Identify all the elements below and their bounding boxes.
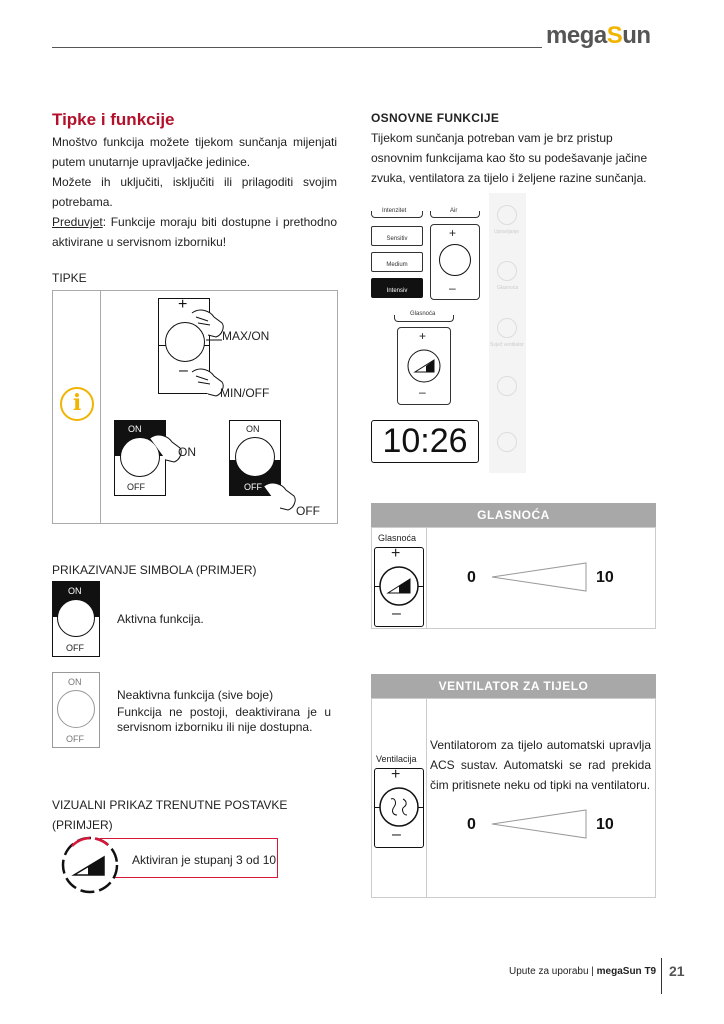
glasnoca-bar: GLASNOĆA: [371, 503, 656, 527]
glasnoca-control-plus: +: [391, 545, 401, 562]
on-label-off-button: ON: [246, 424, 260, 434]
info-icon: i: [60, 387, 94, 421]
sun-icon: [497, 205, 517, 225]
symbols-heading: PRIKAZIVANJE SIMBOLA (PRIMJER): [52, 563, 257, 577]
off-dial[interactable]: [235, 437, 275, 477]
sensitiv-button[interactable]: Sensitiv: [371, 226, 423, 246]
glasnoca-minus-icon: –: [419, 385, 426, 399]
prerequisite-label: Preduvjet: [52, 215, 103, 229]
visual-heading: VIZUALNI PRIKAZ TRENUTNE POSTAVKE (PRIMJER): [52, 798, 288, 832]
vent-fan-icon: [379, 787, 419, 827]
leader-line: [204, 322, 224, 342]
footer-text: Upute za uporabu | megaSun T9: [509, 966, 657, 977]
volume-dial-icon: [406, 348, 442, 384]
air-minus-icon: –: [449, 281, 456, 295]
plus-icon: +: [178, 296, 188, 313]
right-intro: Tijekom sunčanja potreban vam je brz pristup osnovnim funkcijama kao što su podešavanje jačine zvuka, ventilatora za tijelo i željene razine sunčanja.: [371, 131, 648, 185]
vent-min: 0: [467, 816, 476, 833]
glasnoca-max: 10: [596, 569, 614, 586]
intro-text: [52, 132, 337, 252]
vent-ramp: [490, 808, 590, 840]
intenzitet-label: Intenzitet: [382, 208, 407, 214]
off-label-active: OFF: [127, 482, 145, 492]
glasnoca-panel-label: Glasnoća: [410, 311, 436, 317]
page-number: 21: [669, 963, 685, 979]
off-label-off-button: OFF: [244, 482, 262, 492]
glasnoca-label: Glasnoća: [378, 533, 417, 543]
inactive-text: Neaktivna funkcija (sive boje): [117, 688, 274, 702]
max-on-label: MAX/ON: [222, 329, 270, 343]
air-plus-icon: +: [449, 226, 457, 240]
vent-control-plus: +: [391, 766, 401, 783]
inactive-on-label: ON: [68, 677, 82, 687]
glasnoca-plus-icon: +: [419, 329, 427, 343]
header-rule: [52, 47, 542, 48]
megasun-logo: megaSun: [546, 22, 651, 49]
intensiv-button[interactable]: Intensiv: [371, 278, 423, 298]
power-side-icon: [497, 376, 517, 396]
active-on-label: ON: [68, 586, 82, 596]
right-heading: OSNOVNE FUNKCIJE: [371, 111, 500, 125]
glasnoca-ramp: [490, 561, 590, 593]
vent-text: Ventilatorom za tijelo automatski upravlja ACS sustav. Automatski se rad prekida čim pritisnete neku od tipki na ventilatoru.: [430, 738, 651, 792]
air-label: Air: [450, 208, 458, 214]
intro-p1: Mnoštvo funkcija možete tijekom sunčanja mijenjati putem unutarnje upravljačke jedinice.: [52, 135, 337, 169]
on-action-label: ON: [178, 445, 196, 459]
medium-button[interactable]: Medium: [371, 252, 423, 272]
fan-side-icon: [497, 318, 517, 338]
inactive-off-label: OFF: [66, 734, 84, 744]
glasnoca-min: 0: [467, 569, 476, 586]
min-off-label: MIN/OFF: [220, 386, 270, 400]
vent-label: Ventilacija: [376, 754, 417, 764]
footer-divider: [661, 958, 662, 994]
inactive-dial: [57, 690, 95, 728]
tipke-divider: [100, 290, 101, 524]
tipke-heading: TIPKE: [52, 271, 87, 285]
page-title: Tipke i funkcije: [52, 110, 175, 129]
vent-control-minus: –: [392, 826, 401, 843]
inactive-text-2: Funkcija ne postoji, deaktivirana je u servisnom izborniku ili nije dostupna.: [117, 705, 331, 734]
vent-bar: VENTILATOR ZA TIJELO: [371, 674, 656, 698]
active-dial: [57, 599, 95, 637]
air-fan-icon: [439, 244, 471, 276]
stop-side-icon: [497, 432, 517, 452]
level-indicator-dial: [58, 833, 122, 897]
intro-p2: Možete ih uključiti, isključiti ili prilagoditi svojim potrebama.: [52, 175, 337, 209]
visual-text: Aktiviran je stupanj 3 od 10: [132, 853, 277, 867]
intro-p3: [52, 212, 337, 252]
active-off-label: OFF: [66, 643, 84, 653]
active-text: Aktivna funkcija.: [117, 612, 204, 626]
off-action-label: OFF: [296, 504, 320, 518]
prerequisite-text: : Funkcije moraju biti dostupne i prethodno aktivirane u servisnom izborniku!: [52, 215, 337, 249]
vent-max: 10: [596, 816, 614, 833]
volume-side-icon: [497, 261, 517, 281]
clock-display: 10:26: [371, 420, 479, 463]
on-label-active: ON: [128, 424, 142, 434]
glasnoca-control-dial: [379, 566, 419, 606]
minus-icon: –: [179, 362, 188, 379]
glasnoca-control-minus: –: [392, 605, 401, 622]
